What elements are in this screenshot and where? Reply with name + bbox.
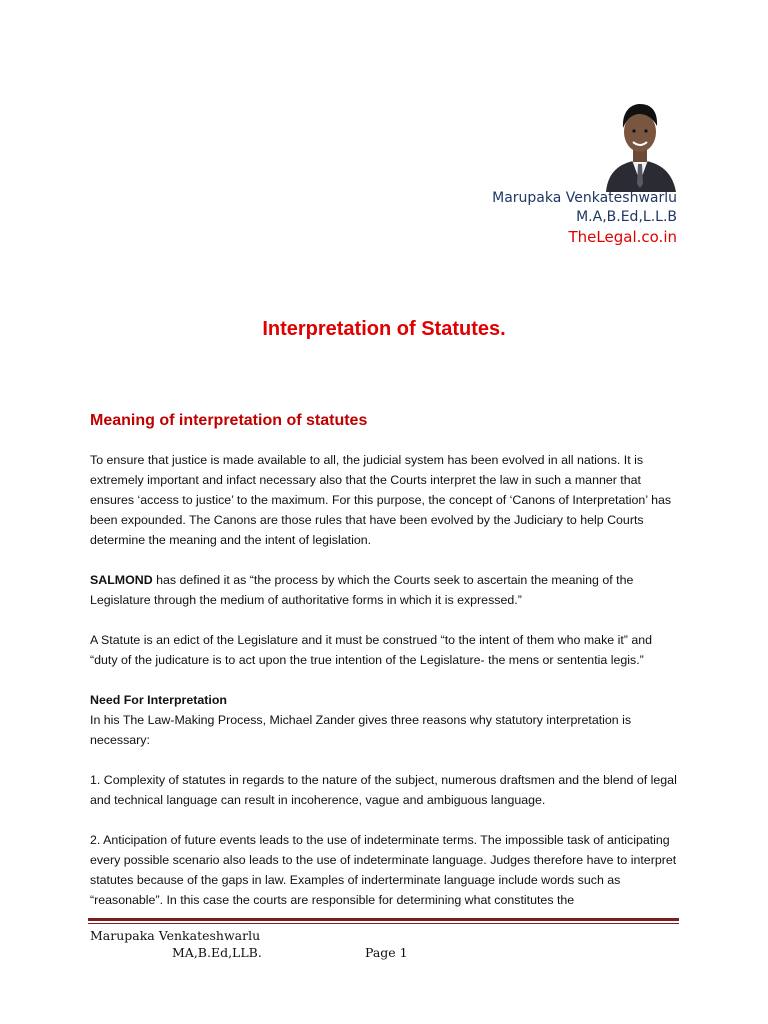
footer-author-name: Marupaka Venkateshwarlu xyxy=(90,928,261,943)
author-degrees: M.A,B.Ed,L.L.B xyxy=(576,209,677,225)
paragraph-reason-2: 2. Anticipation of future events leads to the use of indeterminate terms. The impossible task of anticipating every possible scenario also leads to the use of indeterminate language. Judges therefore have to interpret statutes because of the gaps in law. Examples of inderterminate language include words such as “reasonable”. In this case the courts are responsible for determining what constitutes the xyxy=(90,833,677,907)
need-heading: Need For Interpretation xyxy=(90,693,227,707)
author-photo xyxy=(600,92,680,192)
section-heading: Meaning of interpretation of statutes xyxy=(90,412,368,429)
footer-rule-thin xyxy=(88,923,679,924)
document-title: Interpretation of Statutes. xyxy=(262,318,506,340)
author-website-link[interactable]: TheLegal.co.in xyxy=(568,228,677,246)
salmond-definition: has defined it as “the process by which the Courts seek to ascertain the meaning of the Legislature through the medium of authoritative forms in which it is expressed.” xyxy=(90,573,634,607)
paragraph-canons: To ensure that justice is made available to all, the judicial system has been evolved in all nations. It is extremely important and infact necessary also that the Courts interpret the law in such a manner that ensures ‘access to justice’ to the maximum. For this purpose, the concept of ‘Canons of Interpretation’ has been expounded. The Canons are those rules that have been evolved by the Judiciary to help Courts determine the meaning and the intent of legislation. xyxy=(90,453,672,547)
footer-page-number: Page 1 xyxy=(365,945,408,960)
need-text: In his The Law-Making Process, Michael Zander gives three reasons why statutory interpretation is necessary: xyxy=(90,713,632,747)
footer-rule xyxy=(88,918,679,921)
salmond-name: SALMOND xyxy=(90,573,153,587)
paragraph-need xyxy=(90,690,680,750)
paragraph-reason-1: 1. Complexity of statutes in regards to the nature of the subject, numerous draftsmen and the blend of legal and technical language can result in incoherence, vague and ambiguous language. xyxy=(90,773,677,807)
paragraph-salmond xyxy=(90,570,680,610)
paragraph-statute: A Statute is an edict of the Legislature and it must be construed “to the intent of them who make it” and “duty of the judicature is to act upon the true intention of the Legislature- the mens or sententia legis.” xyxy=(90,633,653,667)
footer-author-degrees: MA,B.Ed,LLB. xyxy=(172,945,262,960)
author-name: Marupaka Venkateshwarlu xyxy=(492,190,677,206)
